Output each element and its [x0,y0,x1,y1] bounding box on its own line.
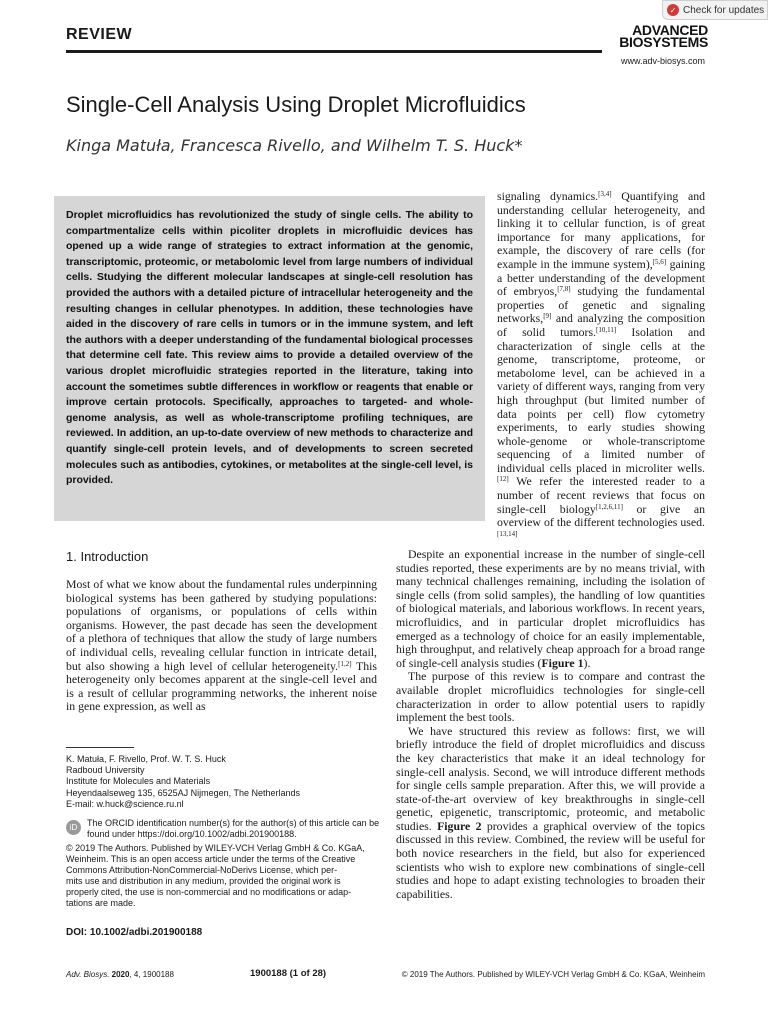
citation[interactable]: [3,4] [598,190,612,198]
text-run: Quantifying and understanding cellular heterogeneity, and linking it to cellular function, is of great importance for many applications, for example, the discovery of rare cells (for example in the immune system), [497,189,705,271]
affiliation-names: K. Matuła, F. Rivello, Prof. W. T. S. Huck [66,754,226,764]
text-run: We have structured this review as follows: first, we will briefly introduce the field of droplet microfluidics and discuss the key characteristics that make it an ideal technology for single-cell analysis. Second, we will introduce different methods for single cells sample preparation. After this, we will provide a state-of-the-art overview of key breakthroughs in single-cell genetic, epigenetic, transcriptomic, proteomic, and metabolic studies. [396,723,705,833]
section-heading: 1. Introduction [66,549,149,564]
license-line: Weinheim. This is an open access article under the terms of the Creative [66,854,356,864]
footer-copyright: © 2019 The Authors. Published by WILEY-VCH Verlag GmbH & Co. KGaA, Weinheim [401,970,705,979]
license-line: Commons Attribution-NonCommercial-NoDerivs License, which per- [66,865,338,875]
text-run: signaling dynamics. [497,189,599,203]
text-run: or give an overview of the different technologies used. [497,501,705,530]
crossmark-icon: ✓ [667,4,679,16]
journal-logo-line1: ADVANCED [632,22,708,38]
paragraph: The purpose of this review is to compare and contrast the available droplet microfluidics technologies for single-cell characterization in order to allow potential users to rapidly implement the best tools. [396,669,705,725]
orcid-text[interactable]: The ORCID identification number(s) for the author(s) of this article can be found under https://doi.org/10.1002/adbi.201900188. [87,818,380,839]
right-column-top [497,190,705,543]
text-run: gaining a better understanding of the development of embryos, [497,256,705,299]
footer-journal [66,970,174,979]
check-for-updates-button[interactable] [662,0,768,20]
text-run: provides a graphical overview of the topics discussed in this review. Combined, the review will be useful for both novice researchers in the field, but also for experienced scientists who wish to explore new combinations of single-cell studies and hope to adapt existing technologies to broaden their capabilities. [396,818,705,901]
citation[interactable]: [5,6] [652,257,667,266]
citation[interactable]: [7,8] [557,285,571,294]
affiliation-institute: Institute for Molecules and Materials [66,776,211,787]
paragraph [396,725,705,902]
paragraph [497,190,705,543]
footer-volume: , 4, 1900188 [129,970,174,979]
abstract-box [54,196,485,521]
affiliation-block [66,754,386,810]
section-label: REVIEW [66,26,133,43]
text-run: studying the fundamental properties of genetic and signaling networks, [497,284,706,326]
article-title: Single-Cell Analysis Using Droplet Microfluidics [66,92,526,117]
citation[interactable]: [1,2] [338,659,352,668]
text-run: and analyzing the composition of solid tumors. [497,311,705,339]
footer-page-number: 1900188 (1 of 28) [250,968,327,979]
check-updates-label: Check for updates [683,4,765,16]
figure-link[interactable]: Figure 2 [437,818,482,833]
text-run: Isolation and characterization of single cells at the genome, transcriptome, proteome, or metabolome level, can be achieved in a variety of different ways, ranging from very high throughput (but limited number of data points per cell) flow cytometry experiments, to early studies showing whole-genome or whole-transcriptome sequencing of a limited number of individual cells placed in microliter wells. [497,324,706,475]
text-run: Most of what we know about the fundamental rules underpinning biological systems has been gathered by studying populations: populations of organisms, or populations of cells within organisms. However, the past decade has seen the development of a plethora of techniques that allow the study of large numbers of individual cells, revealing cellular function in intricate detail, but also showing a high level of cellular heterogeneity. [66,577,377,673]
text-run: Despite an exponential increase in the number of single-cell studies reported, these experiments are by no means trivial, with many technical challenges remaining, including the isolation of single cells (from solid samples), the handling of low quantities of biological materials, and laborious workflows. In recent years, microfluidics, and in particular droplet microfluidics has emerged as a technology of choice for an easily implementable, high throughput, and relatively cheap approach for a broad range of single-cell analysis studies ( [396,547,705,670]
paragraph [396,548,705,670]
citation[interactable]: [9] [543,312,552,321]
citation[interactable]: [10,11] [596,325,617,334]
license-line: mits use and distribution in any medium, provided the original work is [66,876,341,886]
paragraph [66,578,377,714]
article-authors: Kinga Matuła, Francesca Rivello, and Wilhelm T. S. Huck* [66,136,523,155]
text-run: This heterogeneity only becomes apparent at the single-cell level and is a result of cellular programming networks, the inherent noise in gene expression, as well as [66,658,377,714]
license-line: properly cited, the use is non-commercial and no modifications or adap- [66,887,352,897]
citation[interactable]: [1,2,6,11] [595,502,623,511]
journal-logo-line2: BIOSYSTEMS [619,34,708,50]
license-block [66,843,386,909]
journal-url[interactable]: www.adv-biosys.com [620,56,705,66]
journal-logo [610,24,708,48]
orcid-note [66,818,381,840]
affiliation-email[interactable]: E-mail: w.huck@science.ru.nl [66,798,184,809]
right-column-bottom [396,548,705,901]
text-run: ). [583,655,591,670]
doi[interactable]: DOI: 10.1002/adbi.201900188 [66,927,203,938]
license-line: tations are made. [66,898,136,908]
footer-journal-abbr: Adv. Biosys. [66,970,110,979]
citation[interactable]: [12] [497,475,509,484]
affiliation-university: Radboud University [66,765,145,776]
affiliation-address: Heyendaalseweg 135, 6525AJ Nijmegen, The Netherlands [66,787,300,798]
orcid-icon: iD [66,820,81,835]
footnote-rule [66,747,134,748]
figure-link[interactable]: Figure 1 [541,655,584,670]
license-line: © 2019 The Authors. Published by WILEY-VCH Verlag GmbH & Co. KGaA, [66,843,365,853]
left-column [66,578,377,714]
footer-year: 2020 [111,970,130,979]
header-rule [66,50,602,53]
abstract-text: Droplet microfluidics has revolutionized the study of single cells. The ability to compartmentalize cells within picoliter droplets in microfluidic devices has opened up a wide range of strategies to extract information at the genomic, transcriptomic, proteomic, or metabolomic level from large numbers of individual cells. Studying the different molecular landscapes at single-cell resolution has provided the authors with a detailed picture of intracellular heterogeneity and the resulting changes in cellular phenotypes. In addition, these technologies have aided in the discovery of rare cells in tumors or in the immune system, and left the authors with a deeper understanding of the fundamental biological processes that determine cell fate. This review aims to provide a detailed overview of the various droplet microfluidic strategies reported in the literature, taking into account the sometimes subtle differences in workflow or reagents that enable or improve certain protocols. Specifically, approaches to targeted- and whole-genome analysis, as well as whole-transcriptome profiling techniques, are reviewed. In addition, an up-to-date overview of new methods to characterize and quantify single-cell protein levels, and of developments to screen secreted molecules such as antibodies, cytokines, or metabolites at the single-cell level, is provided. [66,209,473,487]
text-run: We refer the interested reader to a number of recent reviews that focus on single-cell biology [497,474,705,516]
citation[interactable]: [13,14] [497,529,518,538]
